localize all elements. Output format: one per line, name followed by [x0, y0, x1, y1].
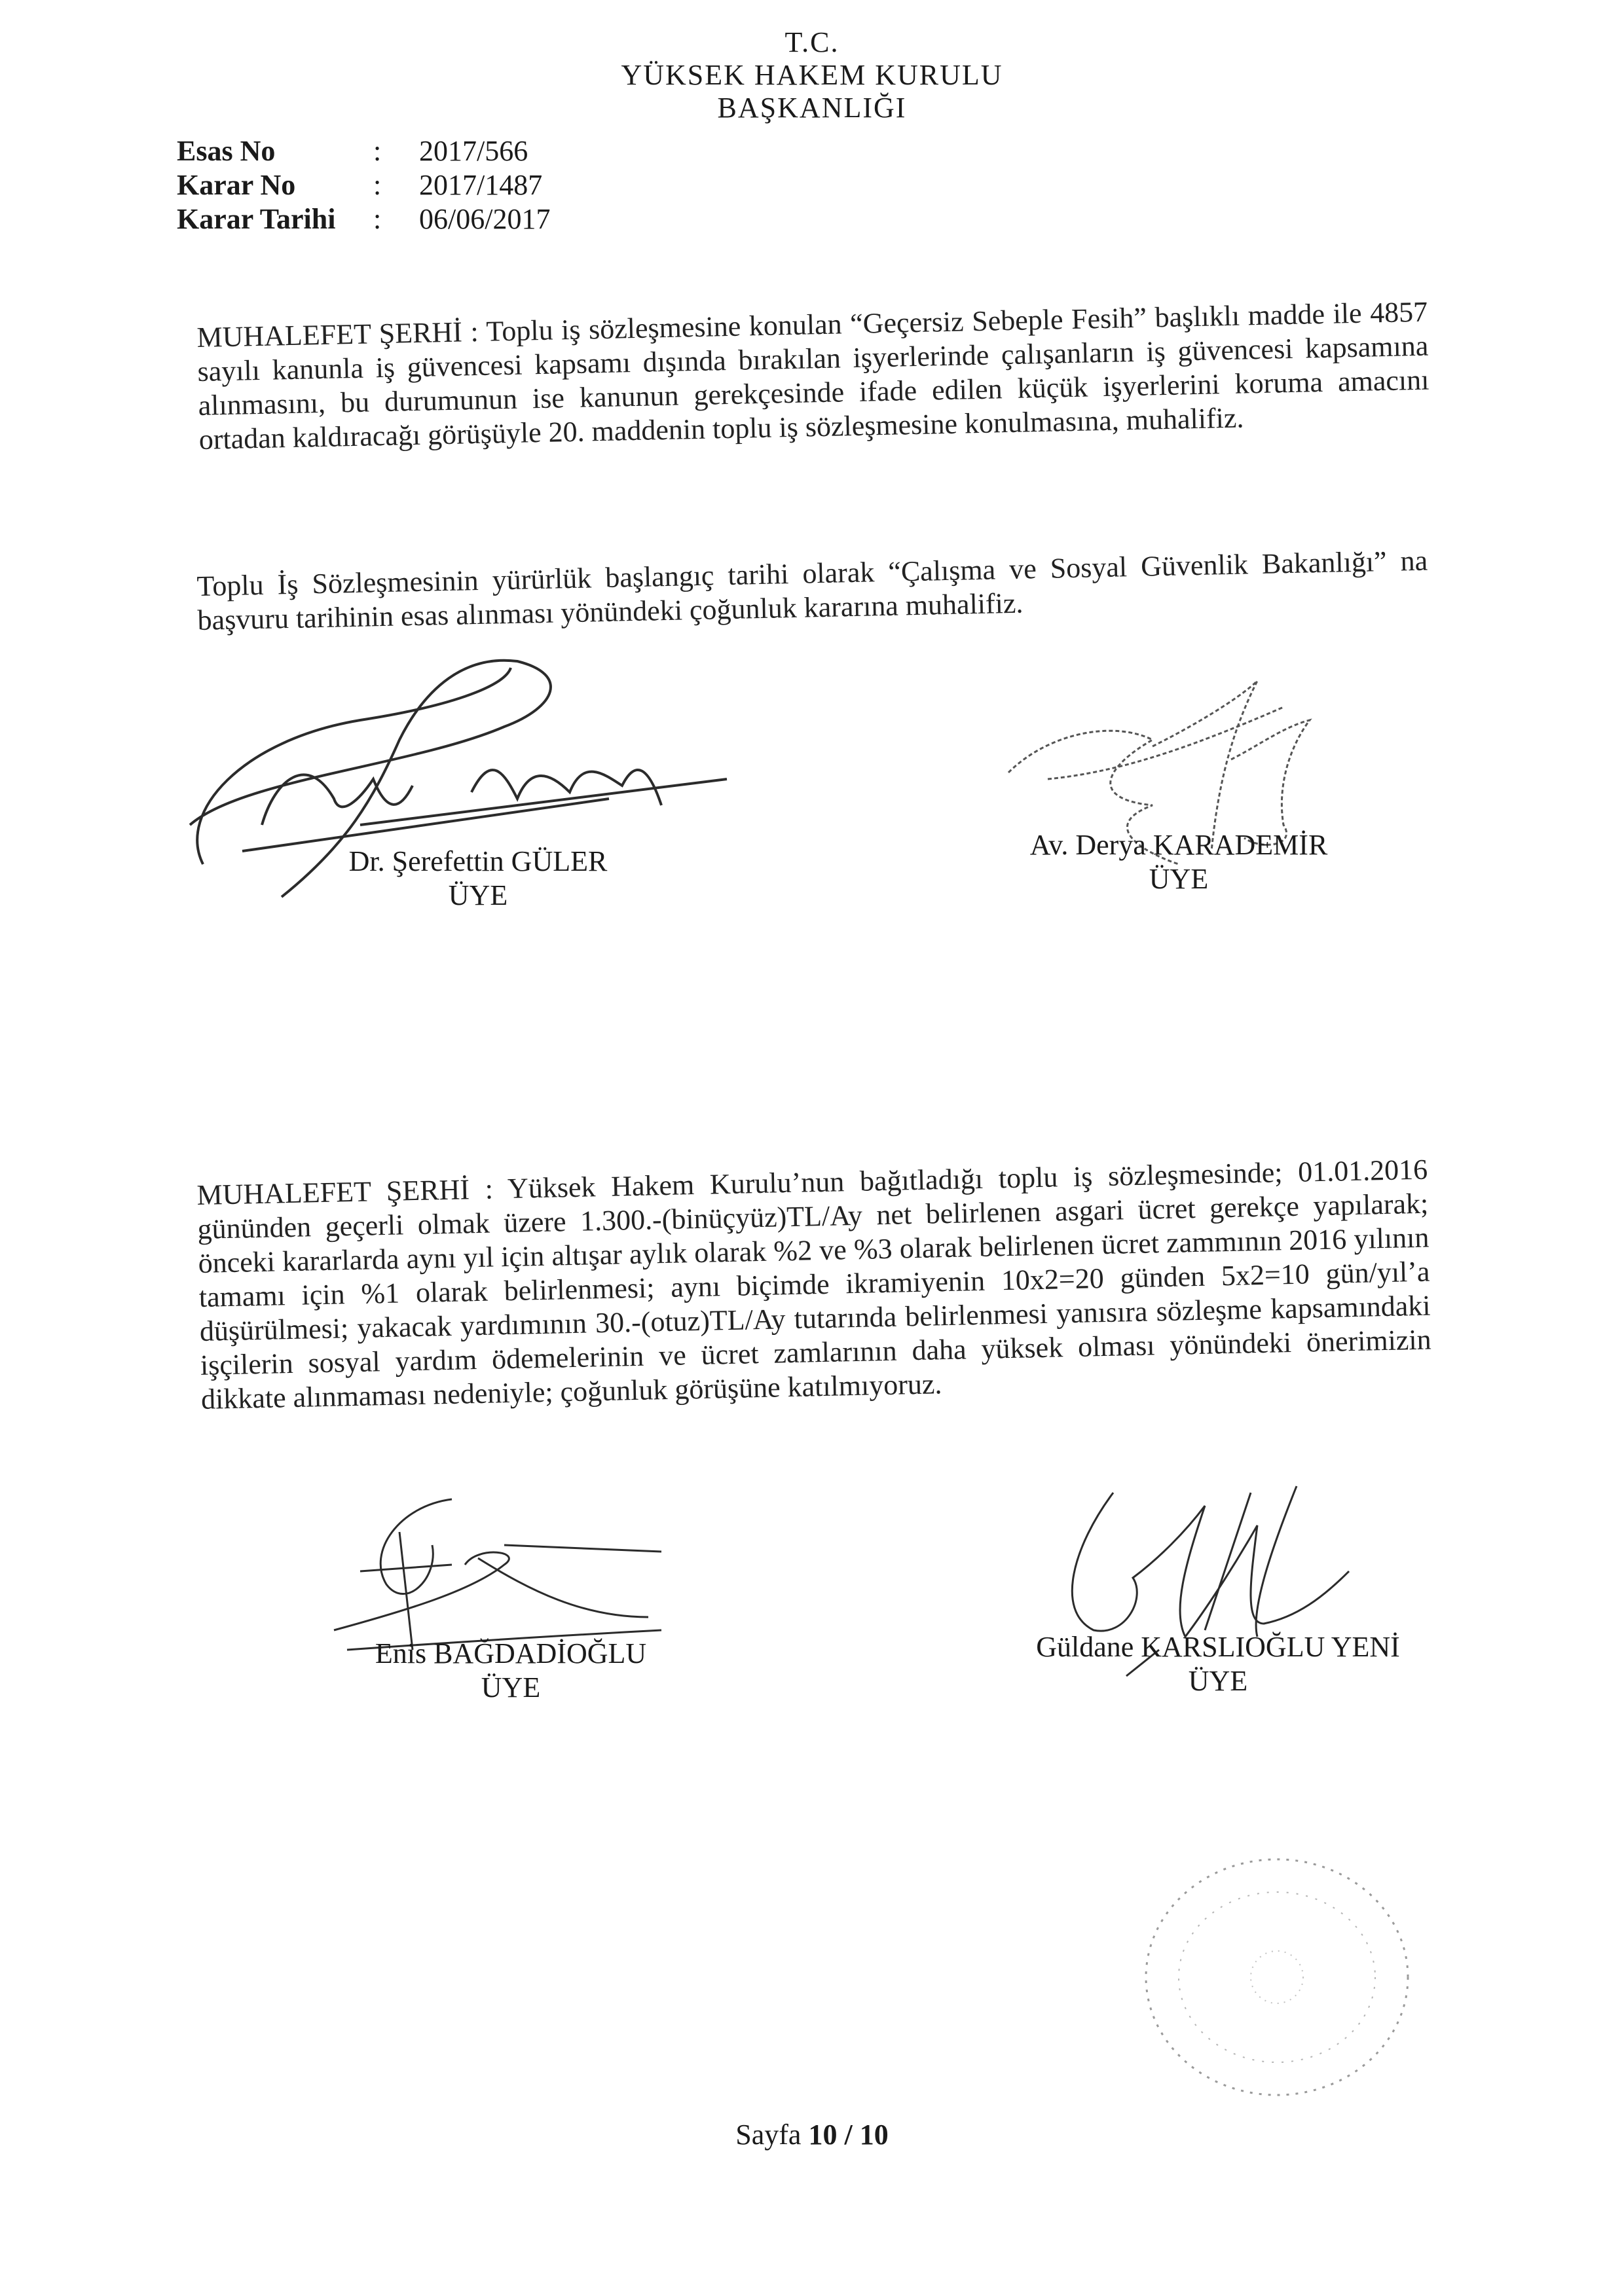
- signatory-name: Av. Derya KARADEMİR: [1029, 829, 1328, 861]
- header-presidency: BAŞKANLIĞI: [717, 92, 907, 124]
- decision-date-value: 06/06/2017: [419, 203, 551, 235]
- page-footer: [0, 2118, 1624, 2151]
- page-label: Sayfa: [735, 2119, 802, 2151]
- signatory-karademir: [982, 828, 1375, 896]
- decision-number-label: Karar No: [177, 169, 296, 201]
- decision-date-label: Karar Tarihi: [177, 203, 336, 235]
- decision-date-row: [177, 202, 550, 236]
- colon: :: [373, 203, 382, 235]
- header-institution: YÜKSEK HAKEM KURULU: [621, 59, 1003, 91]
- signatory-name: Enis BAĞDADİOĞLU: [375, 1637, 647, 1669]
- signatory-role: ÜYE: [1149, 863, 1209, 895]
- signatory-guler: [275, 845, 681, 913]
- signatory-karslioglu-yeni: [969, 1630, 1467, 1698]
- signatory-role: ÜYE: [1188, 1665, 1248, 1697]
- signatory-name: Dr. Şerefettin GÜLER: [348, 845, 608, 877]
- signatory-bagdadioglu: [327, 1637, 694, 1705]
- signatory-role: ÜYE: [481, 1671, 541, 1704]
- document-header: [0, 26, 1624, 124]
- dissent-paragraph-2: Toplu İş Sözleşmesinin yürürlük başlangıç tarihi olarak “Çalışma ve Sosyal Güvenlik Bakanlığı” na başvuru tarihinin esas alınması yönündeki çoğunluk kararına muhalifiz.: [196, 544, 1428, 636]
- signatory-name: Güldane KARSLIOĞLU YENİ: [1036, 1631, 1400, 1663]
- signatory-role: ÜYE: [448, 879, 508, 911]
- case-number-value: 2017/566: [419, 135, 528, 167]
- case-number-label: Esas No: [177, 135, 276, 167]
- dissent-paragraph-3: MUHALEFET ŞERHİ : Yüksek Hakem Kurulu’nun bağıtladığı toplu iş sözleşmesinde; 01.01.2016 gününden geçerli olmak üzere 1.300.-(binüçyüz)TL/Ay net belirlenen asgari ücret gerekçe yapılarak; önceki kararlarda aynı yıl için altışar aylık olarak %2 ve %3 olarak belirlenen ücret zammının 2016 yılının tamamı için %1 olarak belirlenmesi; aynı biçimde ikramiyenin 10x2=20 günden 5x2=10 gün/yıl’a düşürülmesi; yakacak yardımının 30.-(otuz)TL/Ay tutarında belirlenmesi yanısıra sözleşme kapsamındaki işçilerin sosyal yardım ödemelerinin ve ücret zamlarının daha yüksek olması yönündeki önerimizin dikkate alınmaması nedeniyle; çoğunluk görüşüne katılmıyoruz.: [196, 1153, 1432, 1415]
- colon: :: [373, 169, 382, 201]
- decision-number-row: [177, 168, 550, 202]
- case-info: [177, 134, 550, 236]
- case-number-row: [177, 134, 550, 168]
- header-tc: T.C.: [784, 26, 840, 58]
- page-number: 10 / 10: [808, 2119, 889, 2151]
- dissent-paragraph-1: MUHALEFET ŞERHİ : Toplu iş sözleşmesine konulan “Geçersiz Sebeple Fesih” başlıklı madde ile 4857 sayılı kanunla iş güvencesi kapsamı dışında bırakılan işyerlerinde çalışanların iş güvencesi kapsamına alınmasını, bu durumunun ise kanunun gerekçesinde ifade edilen küçük işyerlerini koruma amacını ortadan kaldıracağı görüşüyle 20. maddenin toplu iş sözleşmesine konulmasına, muhalifiz.: [196, 295, 1430, 456]
- decision-number-value: 2017/1487: [419, 169, 543, 201]
- official-stamp: [1126, 1846, 1428, 2108]
- colon: :: [373, 135, 382, 167]
